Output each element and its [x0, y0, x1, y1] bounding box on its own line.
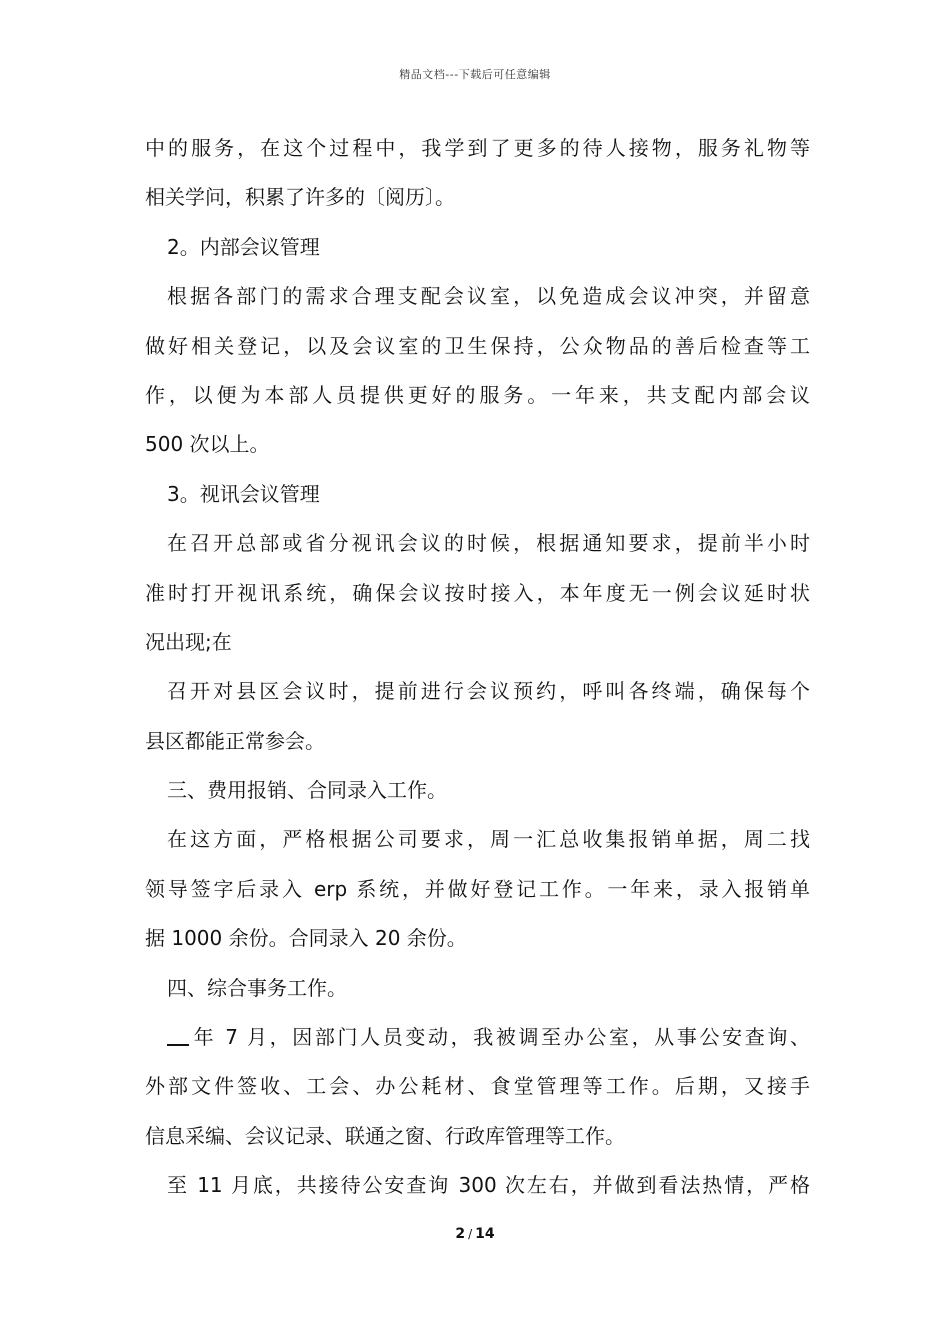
section-heading: 3。视讯会议管理	[167, 481, 320, 506]
current-page: 2	[455, 1226, 466, 1242]
text-line-content: 年 7 月，因部门人员变动，我被调至办公室，从事公安查询、	[191, 1025, 810, 1050]
text-line: 根据各部门的需求合理支配会议室，以免造成会议冲突，并留意	[167, 284, 810, 309]
text-line: 500 次以上。	[145, 432, 270, 457]
text-line: 据 1000 余份。合同录入 20 余份。	[145, 926, 467, 951]
page-separator: /	[468, 1227, 473, 1241]
text-line: 中的服务，在这个过程中，我学到了更多的待人接物，服务礼物等	[145, 136, 810, 160]
text-line: 领导签字后录入 erp 系统，并做好登记工作。一年来，录入报销单	[145, 876, 810, 901]
text-line: 准时打开视讯系统，确保会议按时接入，本年度无一例会议延时状	[145, 580, 810, 605]
text-line: 信息采编、会议记录、联通之窗、行政库管理等工作。	[145, 1123, 625, 1148]
text-line: 县区都能正常参会。	[145, 728, 325, 753]
text-line: 做好相关登记，以及会议室的卫生保持，公众物品的善后检查等工	[145, 333, 810, 358]
text-line: 在召开总部或省分视讯会议的时候，根据通知要求，提前半小时	[167, 531, 810, 556]
text-line: 至 11 月底，共接待公安查询 300 次左右，并做到看法热情，严格	[167, 1173, 810, 1198]
text-line: 召开对县区会议时，提前进行会议预约，呼叫各终端，确保每个	[167, 679, 810, 704]
section-heading: 三、费用报销、合同录入工作。	[167, 778, 447, 803]
text-line: 作，以便为本部人员提供更好的服务。一年来，共支配内部会议	[145, 382, 810, 407]
fill-in-blank	[167, 1022, 189, 1046]
text-line: 外部文件签收、工会、办公耗材、食堂管理等工作。后期，又接手	[145, 1074, 810, 1099]
text-line: 况出现;在	[145, 629, 232, 654]
page-header: 精品文档---下载后可任意编辑	[399, 68, 551, 81]
total-pages: 14	[475, 1226, 495, 1242]
text-line: 在这方面，严格根据公司要求，周一汇总收集报销单据，周二找	[167, 827, 810, 852]
text-line: 相关学问，积累了许多的〔阅历〕。	[145, 185, 455, 210]
page-number	[0, 1226, 950, 1242]
section-heading: 四、综合事务工作。	[167, 975, 347, 1000]
text-line-with-blank	[145, 1013, 810, 1062]
section-heading: 2。内部会议管理	[167, 234, 320, 259]
document-body	[145, 124, 810, 1211]
